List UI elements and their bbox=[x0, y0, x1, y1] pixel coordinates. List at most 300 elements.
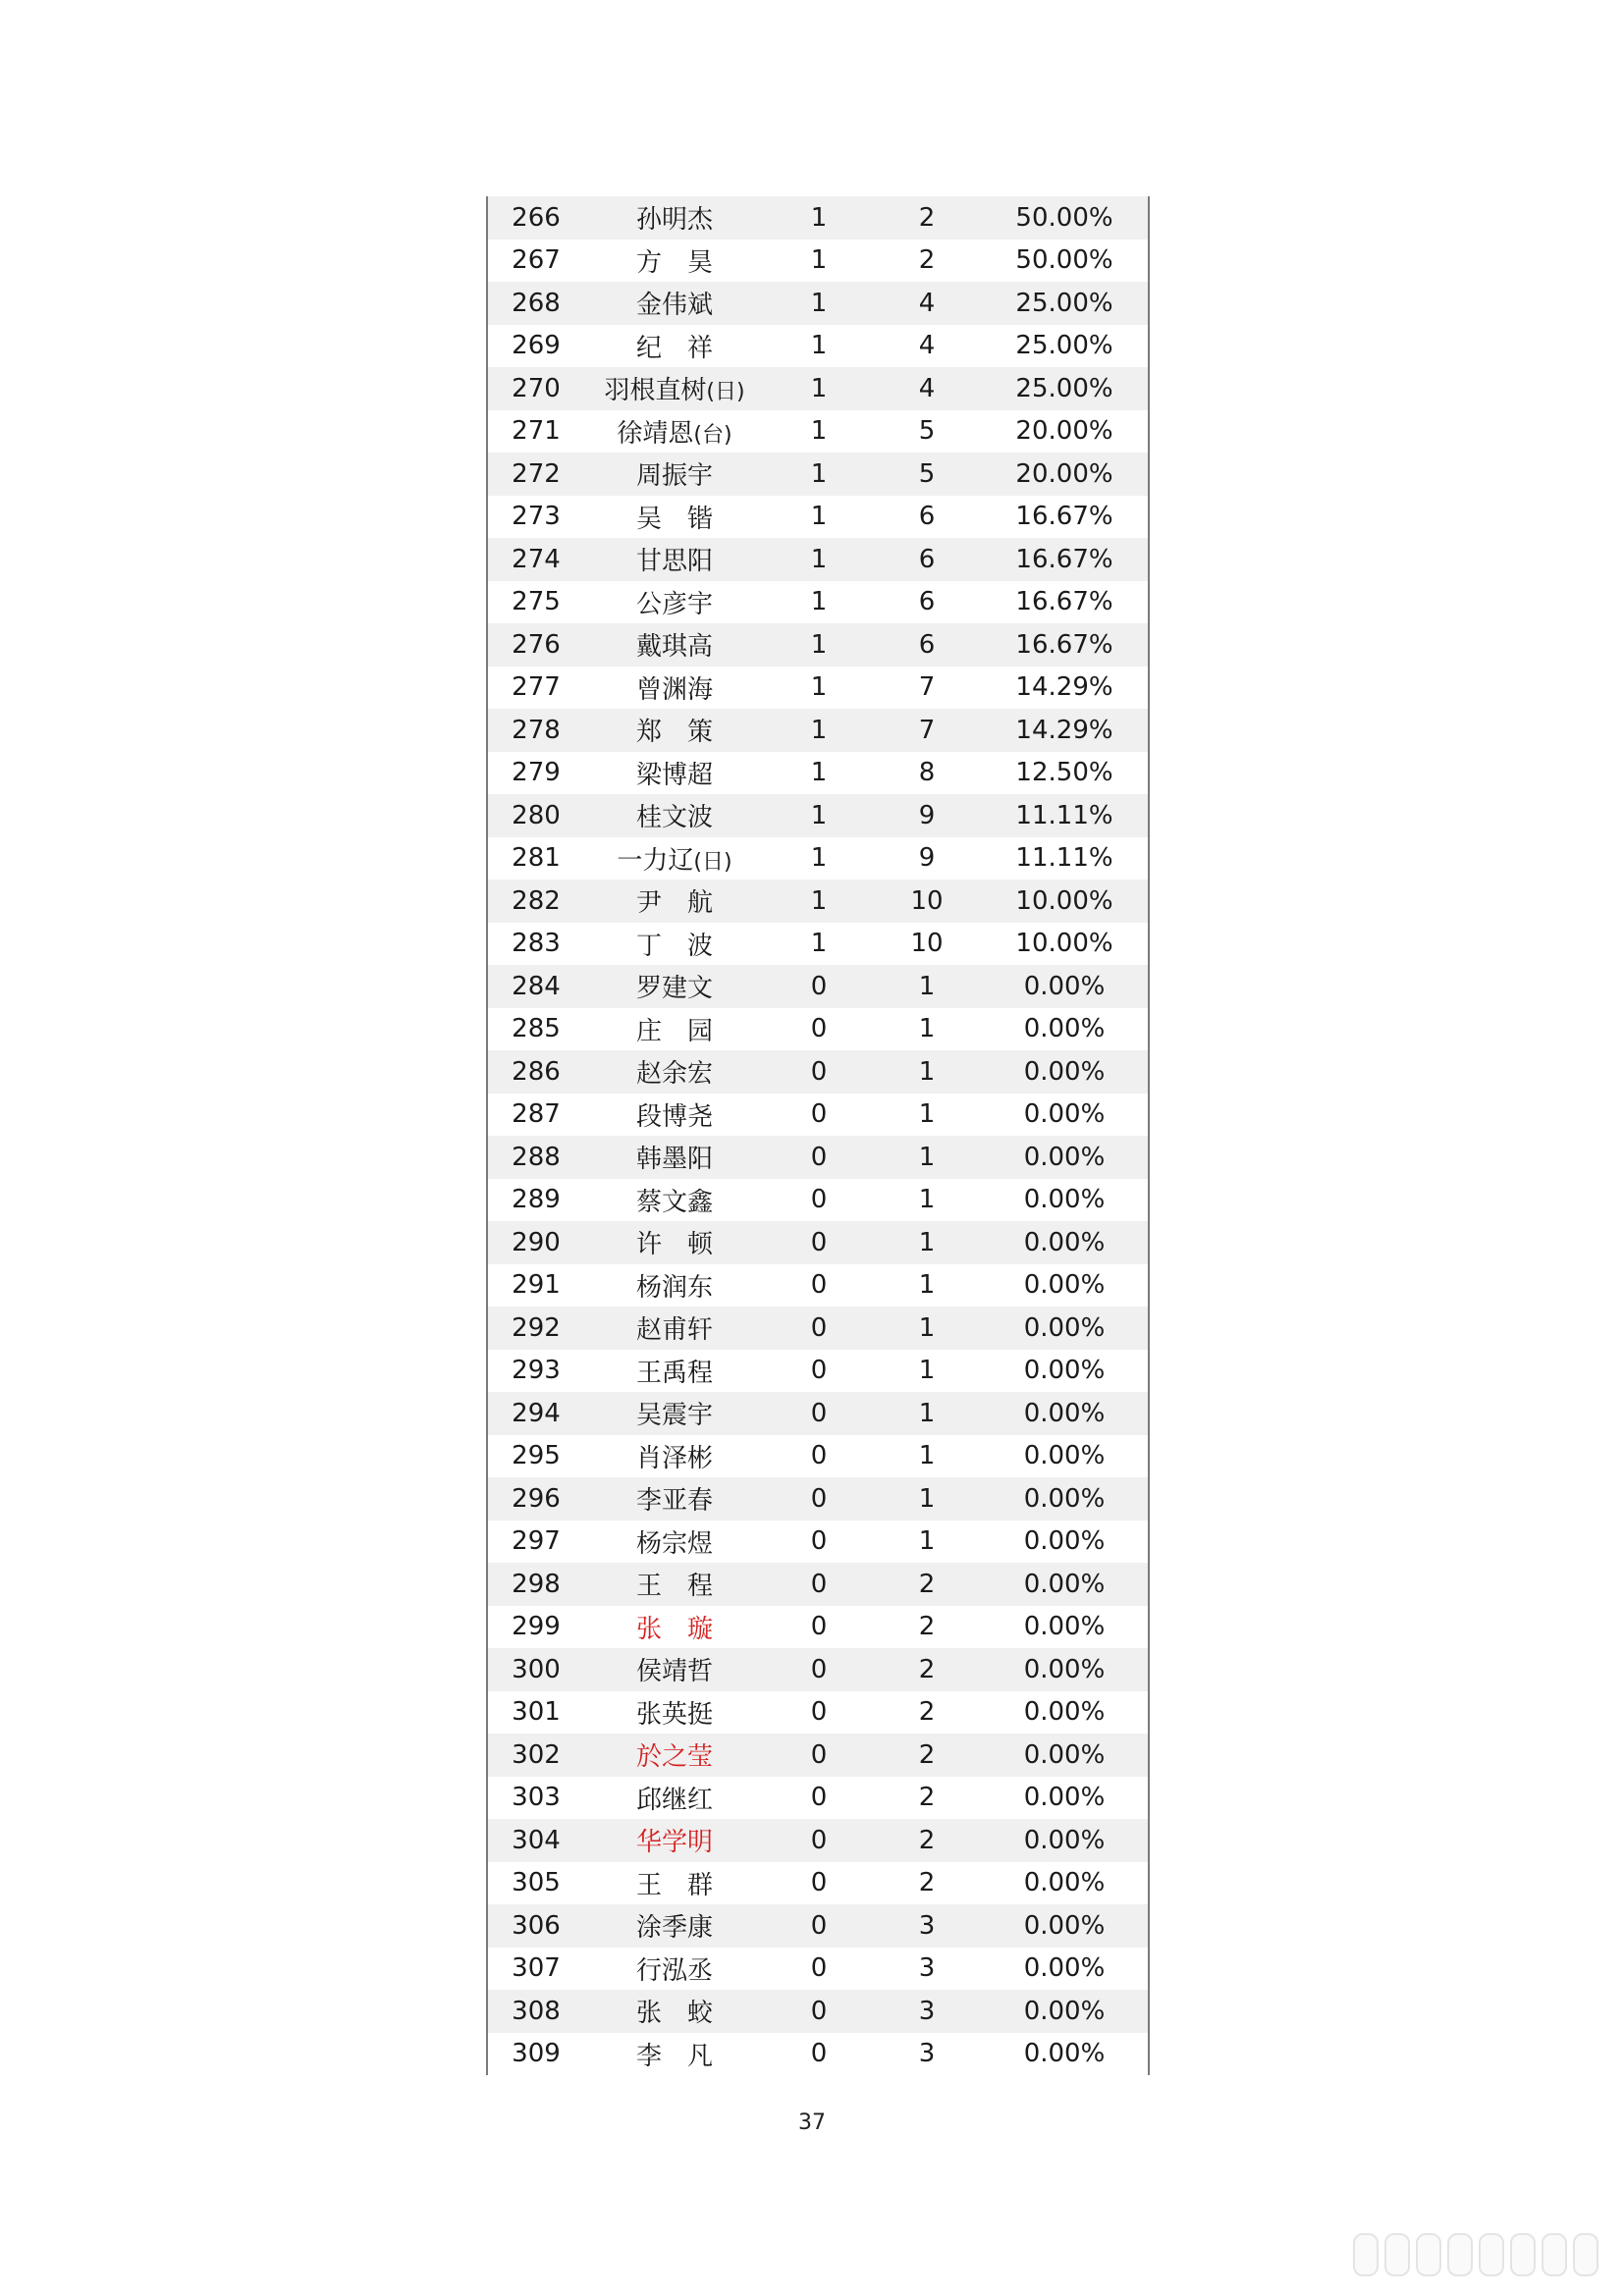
games-cell: 1 bbox=[918, 1227, 936, 1257]
rank-cell: 297 bbox=[512, 1526, 561, 1557]
table-row bbox=[488, 623, 1148, 667]
table-row bbox=[488, 2033, 1148, 2076]
win-rate-cell: 0.00% bbox=[1023, 1910, 1106, 1941]
games-cell: 9 bbox=[918, 800, 936, 830]
win-rate-cell: 0.00% bbox=[1023, 1312, 1106, 1343]
rank-cell: 296 bbox=[512, 1483, 561, 1514]
games-cell: 1 bbox=[918, 1398, 936, 1428]
player-name: 侯靖哲 bbox=[635, 1657, 713, 1687]
name-cell bbox=[584, 1438, 765, 1474]
rank-cell: 275 bbox=[512, 587, 561, 617]
rank-cell: 305 bbox=[512, 1868, 561, 1898]
table-row bbox=[488, 1777, 1148, 1820]
name-cell bbox=[584, 1950, 765, 1987]
table-row bbox=[488, 1904, 1148, 1948]
table-row bbox=[488, 240, 1148, 283]
wins-cell: 1 bbox=[810, 331, 828, 361]
wins-cell: 0 bbox=[810, 1654, 828, 1684]
rank-cell: 267 bbox=[512, 245, 561, 276]
player-name: 公彦宇 bbox=[635, 589, 713, 619]
player-name: 丁 波 bbox=[635, 931, 713, 961]
table-row bbox=[488, 1050, 1148, 1094]
games-cell: 8 bbox=[918, 758, 936, 788]
win-rate-cell: 0.00% bbox=[1023, 1612, 1106, 1642]
name-cell bbox=[584, 1865, 765, 1901]
player-name: 孙明杰 bbox=[635, 205, 713, 236]
wins-cell: 0 bbox=[810, 1312, 828, 1343]
name-cell bbox=[584, 455, 765, 492]
win-rate-cell: 0.00% bbox=[1023, 1654, 1106, 1684]
win-rate-cell: 0.00% bbox=[1023, 1014, 1106, 1044]
win-rate-cell: 16.67% bbox=[1015, 587, 1113, 617]
table-row bbox=[488, 410, 1148, 454]
wins-cell: 1 bbox=[810, 715, 828, 745]
win-rate-cell: 0.00% bbox=[1023, 1270, 1106, 1301]
table-row bbox=[488, 965, 1148, 1008]
win-rate-cell: 0.00% bbox=[1023, 1356, 1106, 1386]
corner-mark bbox=[1573, 2233, 1598, 2276]
wins-cell: 1 bbox=[810, 202, 828, 233]
games-cell: 3 bbox=[918, 1953, 936, 1984]
rank-cell: 303 bbox=[512, 1783, 561, 1813]
win-rate-cell: 0.00% bbox=[1023, 1825, 1106, 1855]
games-cell: 1 bbox=[918, 1441, 936, 1471]
wins-cell: 1 bbox=[810, 502, 828, 532]
games-cell: 1 bbox=[918, 1356, 936, 1386]
name-cell bbox=[584, 926, 765, 962]
rank-cell: 298 bbox=[512, 1569, 561, 1599]
wins-cell: 1 bbox=[810, 544, 828, 574]
rank-cell: 307 bbox=[512, 1953, 561, 1984]
player-name: 金伟斌 bbox=[635, 291, 713, 321]
name-cell bbox=[584, 626, 765, 663]
win-rate-cell: 0.00% bbox=[1023, 1483, 1106, 1514]
rank-cell: 274 bbox=[512, 544, 561, 574]
wins-cell: 0 bbox=[810, 1014, 828, 1044]
name-cell bbox=[584, 1139, 765, 1175]
table-row bbox=[488, 1136, 1148, 1179]
player-name: 王禹程 bbox=[635, 1358, 713, 1388]
win-rate-cell: 16.67% bbox=[1015, 502, 1113, 532]
win-rate-cell: 0.00% bbox=[1023, 1185, 1106, 1215]
table-row bbox=[488, 1008, 1148, 1051]
games-cell: 6 bbox=[918, 587, 936, 617]
win-rate-cell: 0.00% bbox=[1023, 1398, 1106, 1428]
wins-cell: 0 bbox=[810, 1569, 828, 1599]
table-row bbox=[488, 196, 1148, 240]
win-rate-cell: 10.00% bbox=[1015, 885, 1113, 916]
table-row bbox=[488, 1691, 1148, 1735]
name-cell bbox=[584, 499, 765, 535]
corner-mark bbox=[1479, 2233, 1504, 2276]
table-row bbox=[488, 667, 1148, 710]
win-rate-cell: 20.00% bbox=[1015, 458, 1113, 489]
player-name: 羽根直树 bbox=[604, 376, 707, 406]
games-cell: 1 bbox=[918, 1483, 936, 1514]
name-cell bbox=[584, 1353, 765, 1389]
rank-cell: 309 bbox=[512, 2039, 561, 2069]
rank-cell: 302 bbox=[512, 1739, 561, 1770]
win-rate-cell: 0.00% bbox=[1023, 1099, 1106, 1130]
name-cell bbox=[584, 669, 765, 706]
games-cell: 2 bbox=[918, 1569, 936, 1599]
corner-mark bbox=[1447, 2233, 1473, 2276]
rank-cell: 291 bbox=[512, 1270, 561, 1301]
player-name: 李 凡 bbox=[635, 2041, 713, 2071]
win-rate-cell: 0.00% bbox=[1023, 1868, 1106, 1898]
wins-cell: 0 bbox=[810, 1996, 828, 2026]
games-cell: 2 bbox=[918, 1825, 936, 1855]
rank-cell: 279 bbox=[512, 758, 561, 788]
games-cell: 3 bbox=[918, 2039, 936, 2069]
player-name: 杨润东 bbox=[635, 1272, 713, 1303]
win-rate-cell: 0.00% bbox=[1023, 2039, 1106, 2069]
table-row bbox=[488, 1435, 1148, 1478]
player-name: 尹 航 bbox=[635, 888, 713, 919]
games-cell: 1 bbox=[918, 1014, 936, 1044]
win-rate-cell: 25.00% bbox=[1015, 288, 1113, 318]
win-rate-cell: 11.11% bbox=[1015, 843, 1113, 874]
games-cell: 10 bbox=[910, 929, 944, 959]
wins-cell: 0 bbox=[810, 971, 828, 1001]
table-row bbox=[488, 1990, 1148, 2033]
rank-cell: 300 bbox=[512, 1654, 561, 1684]
table-row bbox=[488, 1350, 1148, 1393]
name-cell bbox=[584, 541, 765, 577]
name-cell bbox=[584, 1096, 765, 1133]
player-name: 涂季康 bbox=[635, 1913, 713, 1944]
nationality-suffix: (台) bbox=[693, 422, 732, 448]
rank-cell: 292 bbox=[512, 1312, 561, 1343]
wins-cell: 1 bbox=[810, 458, 828, 489]
wins-cell: 1 bbox=[810, 288, 828, 318]
win-rate-cell: 0.00% bbox=[1023, 971, 1106, 1001]
rank-cell: 285 bbox=[512, 1014, 561, 1044]
wins-cell: 1 bbox=[810, 629, 828, 660]
player-name: 一力辽 bbox=[617, 845, 694, 876]
player-name: 梁博超 bbox=[635, 760, 713, 790]
games-cell: 1 bbox=[918, 1056, 936, 1087]
win-rate-cell: 20.00% bbox=[1015, 416, 1113, 447]
player-name: 邱继红 bbox=[635, 1785, 713, 1815]
player-name: 张 璇 bbox=[635, 1614, 713, 1644]
games-cell: 1 bbox=[918, 1142, 936, 1172]
games-cell: 2 bbox=[918, 1783, 936, 1813]
player-name: 段博尧 bbox=[635, 1101, 713, 1132]
rank-cell: 287 bbox=[512, 1099, 561, 1130]
win-rate-cell: 14.29% bbox=[1015, 715, 1113, 745]
rank-cell: 284 bbox=[512, 971, 561, 1001]
player-name: 方 昊 bbox=[635, 247, 713, 278]
table-row bbox=[488, 1392, 1148, 1435]
wins-cell: 1 bbox=[810, 843, 828, 874]
games-cell: 1 bbox=[918, 1526, 936, 1557]
scrollbar-decoration bbox=[1353, 2233, 1598, 2276]
name-cell bbox=[584, 1011, 765, 1047]
name-cell bbox=[584, 1395, 765, 1431]
win-rate-cell: 10.00% bbox=[1015, 929, 1113, 959]
games-cell: 4 bbox=[918, 288, 936, 318]
corner-mark bbox=[1510, 2233, 1536, 2276]
name-cell bbox=[584, 1609, 765, 1645]
win-rate-cell: 14.29% bbox=[1015, 672, 1113, 703]
name-cell bbox=[584, 1651, 765, 1687]
table-row bbox=[488, 1264, 1148, 1308]
games-cell: 9 bbox=[918, 843, 936, 874]
wins-cell: 0 bbox=[810, 1953, 828, 1984]
wins-cell: 1 bbox=[810, 245, 828, 276]
games-cell: 3 bbox=[918, 1996, 936, 2026]
win-rate-cell: 50.00% bbox=[1015, 245, 1113, 276]
table-row bbox=[488, 453, 1148, 496]
name-cell bbox=[584, 1822, 765, 1858]
nationality-suffix: (日) bbox=[706, 380, 745, 405]
wins-cell: 1 bbox=[810, 587, 828, 617]
rank-cell: 295 bbox=[512, 1441, 561, 1471]
rank-cell: 276 bbox=[512, 629, 561, 660]
player-name: 甘思阳 bbox=[635, 547, 713, 577]
player-name: 戴琪高 bbox=[635, 632, 713, 663]
rank-cell: 306 bbox=[512, 1910, 561, 1941]
nationality-suffix: (日) bbox=[693, 849, 732, 875]
games-cell: 2 bbox=[918, 1739, 936, 1770]
wins-cell: 0 bbox=[810, 1910, 828, 1941]
wins-cell: 1 bbox=[810, 800, 828, 830]
games-cell: 1 bbox=[918, 1312, 936, 1343]
wins-cell: 1 bbox=[810, 929, 828, 959]
player-name: 韩墨阳 bbox=[635, 1145, 713, 1175]
wins-cell: 0 bbox=[810, 1142, 828, 1172]
win-rate-cell: 25.00% bbox=[1015, 373, 1113, 403]
wins-cell: 0 bbox=[810, 1441, 828, 1471]
table-row bbox=[488, 1819, 1148, 1862]
player-name: 王 程 bbox=[635, 1572, 713, 1602]
rank-cell: 266 bbox=[512, 202, 561, 233]
games-cell: 10 bbox=[910, 885, 944, 916]
wins-cell: 0 bbox=[810, 1697, 828, 1728]
wins-cell: 1 bbox=[810, 758, 828, 788]
player-name: 王 群 bbox=[635, 1870, 713, 1900]
name-cell bbox=[584, 1182, 765, 1218]
table-row bbox=[488, 1521, 1148, 1564]
name-cell bbox=[584, 1053, 765, 1090]
table-row bbox=[488, 1948, 1148, 1991]
player-name: 曾渊海 bbox=[635, 674, 713, 705]
rank-cell: 280 bbox=[512, 800, 561, 830]
win-rate-cell: 0.00% bbox=[1023, 1996, 1106, 2026]
wins-cell: 0 bbox=[810, 1783, 828, 1813]
wins-cell: 0 bbox=[810, 1227, 828, 1257]
table-row bbox=[488, 1734, 1148, 1777]
name-cell bbox=[584, 1480, 765, 1517]
win-rate-cell: 0.00% bbox=[1023, 1441, 1106, 1471]
table-row bbox=[488, 1094, 1148, 1137]
rank-cell: 286 bbox=[512, 1056, 561, 1087]
rank-cell: 289 bbox=[512, 1185, 561, 1215]
wins-cell: 1 bbox=[810, 672, 828, 703]
player-name: 周振宇 bbox=[635, 461, 713, 492]
name-cell bbox=[584, 328, 765, 364]
wins-cell: 1 bbox=[810, 373, 828, 403]
games-cell: 7 bbox=[918, 715, 936, 745]
corner-mark bbox=[1384, 2233, 1410, 2276]
name-cell bbox=[584, 199, 765, 236]
games-cell: 1 bbox=[918, 1099, 936, 1130]
games-cell: 1 bbox=[918, 1185, 936, 1215]
rank-cell: 272 bbox=[512, 458, 561, 489]
games-cell: 1 bbox=[918, 971, 936, 1001]
games-cell: 7 bbox=[918, 672, 936, 703]
table-row bbox=[488, 880, 1148, 923]
player-name: 杨宗煜 bbox=[635, 1528, 713, 1559]
win-rate-cell: 16.67% bbox=[1015, 544, 1113, 574]
name-cell bbox=[584, 1780, 765, 1816]
table-row bbox=[488, 1179, 1148, 1222]
name-cell bbox=[584, 1566, 765, 1602]
rank-cell: 283 bbox=[512, 929, 561, 959]
table-row bbox=[488, 1606, 1148, 1649]
table-row bbox=[488, 325, 1148, 368]
name-cell bbox=[584, 1907, 765, 1944]
wins-cell: 0 bbox=[810, 1356, 828, 1386]
name-cell bbox=[584, 1993, 765, 2029]
table-row bbox=[488, 837, 1148, 881]
games-cell: 4 bbox=[918, 331, 936, 361]
wins-cell: 0 bbox=[810, 1868, 828, 1898]
player-name: 行泓丞 bbox=[635, 1955, 713, 1986]
name-cell bbox=[584, 1267, 765, 1304]
name-cell bbox=[584, 1694, 765, 1731]
win-rate-cell: 50.00% bbox=[1015, 202, 1113, 233]
name-cell bbox=[584, 242, 765, 279]
rank-cell: 268 bbox=[512, 288, 561, 318]
wins-cell: 0 bbox=[810, 1483, 828, 1514]
table-row bbox=[488, 581, 1148, 624]
page-number: 37 bbox=[798, 2110, 826, 2135]
player-name: 於之莹 bbox=[635, 1742, 713, 1773]
rank-cell: 282 bbox=[512, 885, 561, 916]
name-cell bbox=[584, 584, 765, 620]
rank-cell: 270 bbox=[512, 373, 561, 403]
win-rate-cell: 0.00% bbox=[1023, 1697, 1106, 1728]
wins-cell: 1 bbox=[810, 885, 828, 916]
name-cell bbox=[584, 1523, 765, 1560]
player-name: 张 蛟 bbox=[635, 1999, 713, 2029]
table-row bbox=[488, 1563, 1148, 1606]
player-name: 肖泽彬 bbox=[635, 1443, 713, 1473]
win-rate-cell: 0.00% bbox=[1023, 1953, 1106, 1984]
player-name: 纪 祥 bbox=[635, 333, 713, 363]
table-row bbox=[488, 752, 1148, 795]
player-name: 徐靖恩 bbox=[617, 418, 694, 449]
rank-cell: 290 bbox=[512, 1227, 561, 1257]
player-name: 吴 锴 bbox=[635, 504, 713, 534]
wins-cell: 0 bbox=[810, 1185, 828, 1215]
table-row bbox=[488, 496, 1148, 539]
name-cell bbox=[584, 968, 765, 1004]
corner-mark bbox=[1353, 2233, 1379, 2276]
table-row bbox=[488, 538, 1148, 581]
games-cell: 2 bbox=[918, 202, 936, 233]
table-row bbox=[488, 1862, 1148, 1905]
games-cell: 4 bbox=[918, 373, 936, 403]
wins-cell: 1 bbox=[810, 416, 828, 447]
player-name: 桂文波 bbox=[635, 803, 713, 833]
wins-cell: 0 bbox=[810, 1739, 828, 1770]
player-name: 华学明 bbox=[635, 1828, 713, 1858]
name-cell bbox=[584, 712, 765, 748]
table-row bbox=[488, 1477, 1148, 1521]
rank-cell: 293 bbox=[512, 1356, 561, 1386]
games-cell: 5 bbox=[918, 416, 936, 447]
player-name: 许 顿 bbox=[635, 1230, 713, 1260]
rank-cell: 301 bbox=[512, 1697, 561, 1728]
wins-cell: 0 bbox=[810, 1398, 828, 1428]
rank-cell: 308 bbox=[512, 1996, 561, 2026]
games-cell: 2 bbox=[918, 245, 936, 276]
rank-cell: 288 bbox=[512, 1142, 561, 1172]
wins-cell: 0 bbox=[810, 1056, 828, 1087]
win-rate-cell: 0.00% bbox=[1023, 1739, 1106, 1770]
table-row bbox=[488, 709, 1148, 752]
name-cell bbox=[584, 1224, 765, 1260]
table-row bbox=[488, 1221, 1148, 1264]
table-row bbox=[488, 1307, 1148, 1350]
wins-cell: 0 bbox=[810, 2039, 828, 2069]
name-cell bbox=[584, 2036, 765, 2072]
name-cell bbox=[584, 285, 765, 321]
win-rate-cell: 0.00% bbox=[1023, 1056, 1106, 1087]
table-row bbox=[488, 923, 1148, 966]
name-cell bbox=[584, 840, 765, 877]
player-name: 赵甫轩 bbox=[635, 1315, 713, 1346]
ranking-table bbox=[486, 196, 1150, 2075]
name-cell bbox=[584, 1309, 765, 1346]
name-cell bbox=[584, 882, 765, 919]
player-name: 吴震宇 bbox=[635, 1401, 713, 1431]
win-rate-cell: 0.00% bbox=[1023, 1526, 1106, 1557]
corner-mark bbox=[1416, 2233, 1441, 2276]
rank-cell: 273 bbox=[512, 502, 561, 532]
player-name: 郑 策 bbox=[635, 718, 713, 748]
wins-cell: 0 bbox=[810, 1099, 828, 1130]
player-name: 赵余宏 bbox=[635, 1059, 713, 1090]
player-name: 蔡文鑫 bbox=[635, 1187, 713, 1217]
rank-cell: 278 bbox=[512, 715, 561, 745]
wins-cell: 0 bbox=[810, 1612, 828, 1642]
win-rate-cell: 0.00% bbox=[1023, 1569, 1106, 1599]
wins-cell: 0 bbox=[810, 1270, 828, 1301]
table-row bbox=[488, 1648, 1148, 1691]
table-row bbox=[488, 367, 1148, 410]
name-cell bbox=[584, 797, 765, 833]
name-cell bbox=[584, 413, 765, 450]
player-name: 罗建文 bbox=[635, 974, 713, 1004]
win-rate-cell: 0.00% bbox=[1023, 1783, 1106, 1813]
wins-cell: 0 bbox=[810, 1526, 828, 1557]
win-rate-cell: 0.00% bbox=[1023, 1227, 1106, 1257]
rank-cell: 304 bbox=[512, 1825, 561, 1855]
rank-cell: 299 bbox=[512, 1612, 561, 1642]
player-name: 张英挺 bbox=[635, 1699, 713, 1730]
games-cell: 2 bbox=[918, 1612, 936, 1642]
games-cell: 1 bbox=[918, 1270, 936, 1301]
corner-mark bbox=[1542, 2233, 1567, 2276]
games-cell: 6 bbox=[918, 502, 936, 532]
player-name: 李亚春 bbox=[635, 1486, 713, 1517]
rank-cell: 269 bbox=[512, 331, 561, 361]
games-cell: 2 bbox=[918, 1697, 936, 1728]
